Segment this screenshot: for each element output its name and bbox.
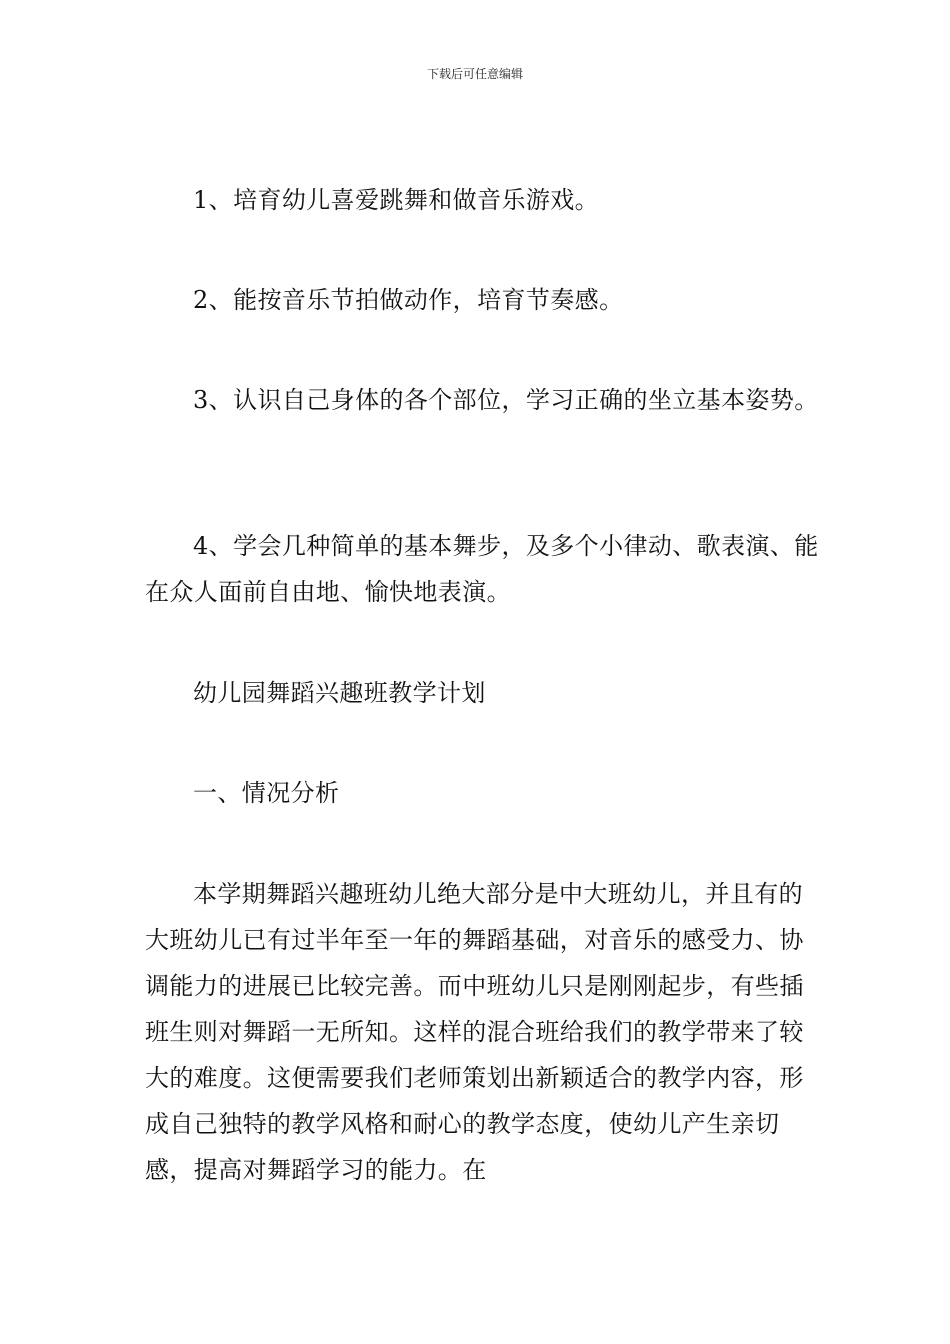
page-header: 下载后可任意编辑 bbox=[426, 67, 523, 81]
goal-item-3: 3、认识自己身体的各个部位，学习正确的坐立基本姿势。 bbox=[193, 386, 819, 414]
section-heading-situation-analysis: 一、情况分析 bbox=[193, 779, 340, 807]
goal-item-2: 2、能按音乐节拍做动作，培育节奏感。 bbox=[193, 286, 624, 314]
goal-item-4: 4、学会几种简单的基本舞步，及多个小律动、歌表演、能在众人面前自由地、愉快地表演。 bbox=[145, 532, 819, 606]
goal-item-1: 1、培育幼儿喜爱跳舞和做音乐游戏。 bbox=[193, 186, 600, 214]
section-title: 幼儿园舞蹈兴趣班教学计划 bbox=[193, 679, 486, 707]
body-paragraph: 本学期舞蹈兴趣班幼儿绝大部分是中大班幼儿，并且有的大班幼儿已有过半年至一年的舞蹈基础，对音乐的感受力、协调能力的进展已比较完善。而中班幼儿只是刚刚起步，有些插班生则对舞蹈一无所知。这样的混合班给我们的教学带来了较大的难度。这便需要我们老师策划出新颖适合的教学内容，形成自己独特的教学风格和耐心的教学态度，使幼儿产生亲切感，提高对舞蹈学习的能力。在 bbox=[145, 880, 804, 1184]
